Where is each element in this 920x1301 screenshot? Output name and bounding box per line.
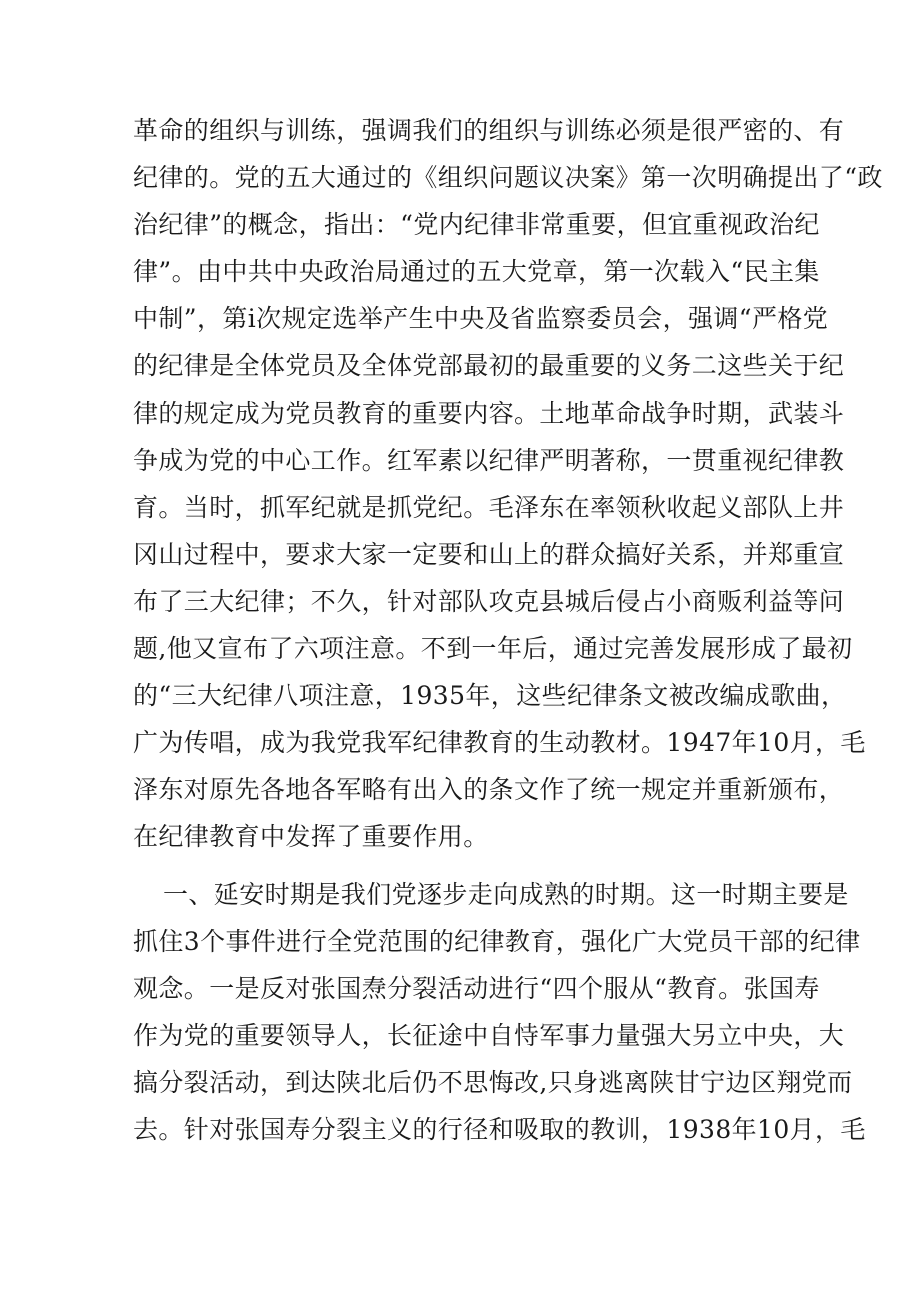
text-line: 育。当时，抓军纪就是抓党纪。毛泽东在率领秋收起义部队上井 (133, 492, 845, 522)
paragraph-1 (133, 107, 883, 861)
text-line: 泽东对原先各地各军略有出入的条文作了统一规定并重新颁布， (133, 775, 845, 805)
text-line: 纪律的。党的五大通过的《组织问题议决案》第一次明确提出了“政 (133, 163, 883, 193)
text-line: 观念。一是反对张国焘分裂活动进行“四个服从“教育。张国寿 (133, 973, 820, 1003)
text-line: 革命的组织与训练，强调我们的组织与训练必须是很严密的、有 (133, 116, 845, 145)
paragraph-gap (133, 861, 803, 871)
text-line: 的“三大纪律八项注意，1935年，这些纪律条文被改编成歌曲， (133, 681, 847, 711)
text-line: 作为党的重要领导人，长征途中自恃军事力量强大另立中央，大 (133, 1020, 845, 1050)
document-body (133, 107, 883, 1153)
text-line: 律的规定成为党员教育的重要内容。土地革命战争时期，武装斗 (133, 398, 845, 428)
text-line-indented: 一、延安时期是我们党逐步走向成熟的时期。这一时期主要是 (163, 879, 849, 909)
text-line: 中制”，第i次规定选举产生中央及省监察委员会，强调“严格党 (133, 304, 829, 334)
paragraph-2 (133, 871, 866, 1154)
text-line: 律”。由中共中央政治局通过的五大党章，第一次载入“民主集 (133, 257, 820, 287)
text-line: 治纪律”的概念，指出：“党内纪律非常重要，但宜重视政治纪 (133, 210, 820, 240)
text-line: 题,他又宣布了六项注意。不到一年后，通过完善发展形成了最初 (133, 634, 853, 664)
text-line: 广为传唱，成为我党我军纪律教育的生动教材。1947年10月，毛 (133, 728, 866, 758)
text-line: 冈山过程中，要求大家一定要和山上的群众搞好关系，并郑重宣 (133, 539, 845, 569)
text-line: 抓住3个事件进行全党范围的纪律教育，强化广大党员干部的纪律 (133, 926, 861, 956)
text-line: 在纪律教育中发挥了重要作用。 (133, 822, 489, 852)
text-line: 搞分裂活动，到达陕北后仍不思悔改,只身逃离陕甘宁边区翔党而 (133, 1067, 853, 1097)
text-line: 争成为党的中心工作。红军素以纪律严明著称，一贯重视纪律教 (133, 445, 845, 475)
text-line: 的纪律是全体党员及全体党部最初的最重要的义务二这些关于纪 (133, 351, 845, 381)
text-line: 去。针对张国寿分裂主义的行径和吸取的教训，1938年10月，毛 (133, 1114, 866, 1144)
text-line: 布了三大纪律；不久，针对部队攻克县城后侵占小商贩利益等问 (133, 586, 845, 616)
